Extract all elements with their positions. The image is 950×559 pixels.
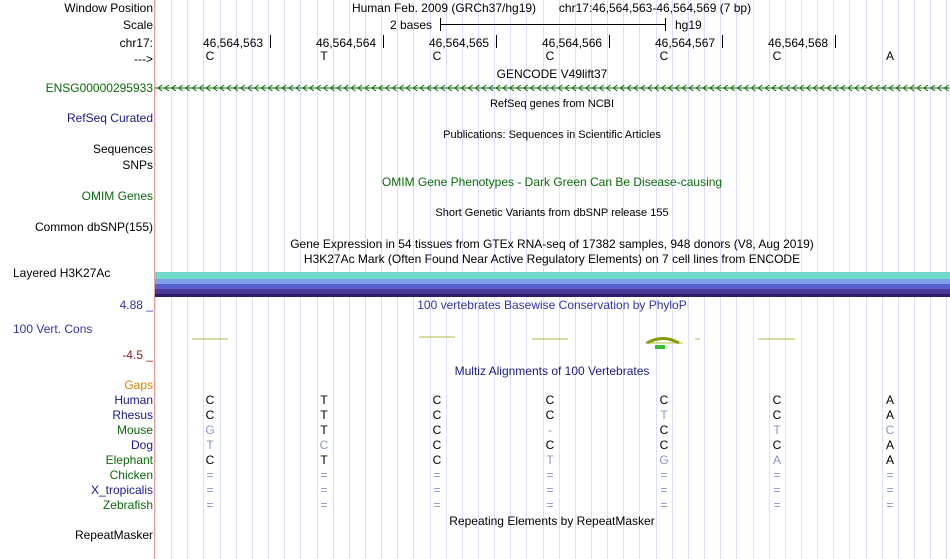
track-label-snps[interactable]: SNPs: [122, 158, 153, 172]
cons-max-label: 4.88 _: [119, 298, 153, 312]
species-label[interactable]: Dog: [130, 438, 153, 452]
aligned-base: C: [545, 393, 555, 407]
reference-base: C: [545, 49, 555, 63]
aligned-base: C: [659, 393, 669, 407]
scale-text: 2 bases: [390, 18, 433, 32]
aligned-base: A: [885, 453, 894, 467]
ruler-tick: [609, 35, 610, 48]
aligned-base: C: [205, 408, 215, 422]
chrom-label: chr17:: [119, 36, 153, 50]
aligned-base: =: [320, 468, 328, 482]
aligned-base: C: [205, 453, 215, 467]
aligned-base: =: [660, 483, 668, 497]
aligned-base: =: [886, 498, 894, 512]
h3k27ac-signal[interactable]: [155, 272, 950, 296]
reference-base: C: [432, 49, 442, 63]
aligned-base: A: [885, 438, 894, 452]
ruler-coordinate: 46,564,566: [542, 36, 603, 50]
conservation-plot[interactable]: [155, 330, 950, 352]
aligned-base: T: [320, 408, 328, 422]
ruler-tick: [270, 35, 271, 48]
assembly-title: Human Feb. 2009 (GRCh37/hg19): [351, 1, 537, 15]
aligned-base: =: [660, 468, 668, 482]
aligned-base: A: [885, 393, 894, 407]
aligned-base: C: [432, 438, 442, 452]
aligned-base: =: [320, 483, 328, 497]
aligned-base: T: [206, 438, 214, 452]
conservation-title: 100 vertebrates Basewise Conservation by PhyloP: [417, 298, 687, 312]
gencode-gene-line[interactable]: [155, 82, 950, 94]
track-label-refseq[interactable]: RefSeq Curated: [66, 111, 153, 125]
aligned-base: G: [205, 423, 215, 437]
aligned-base: T: [773, 423, 781, 437]
aligned-base: C: [772, 408, 782, 422]
aligned-base: T: [660, 408, 668, 422]
aligned-base: =: [773, 468, 781, 482]
aligned-base: =: [433, 498, 441, 512]
multiz-title: Multiz Alignments of 100 Vertebrates: [454, 364, 650, 378]
ruler-coordinate: 46,564,568: [768, 36, 829, 50]
aligned-base: =: [433, 483, 441, 497]
aligned-base: C: [772, 438, 782, 452]
aligned-base: C: [545, 408, 555, 422]
gencode-title: GENCODE V49lift37: [496, 67, 608, 81]
species-label[interactable]: Mouse: [116, 423, 153, 437]
aligned-base: =: [886, 468, 894, 482]
ruler-coordinate: 46,564,564: [316, 36, 377, 50]
gtex-title: Gene Expression in 54 tissues from GTEx RNA-seq of 17382 samples, 948 donors (V8, Aug 2019): [290, 237, 814, 251]
track-label-h3k27ac[interactable]: Layered H3K27Ac: [13, 266, 111, 280]
strand-label: --->: [134, 52, 153, 66]
position-readout: chr17:46,564,563-46,564,569 (7 bp): [558, 1, 752, 15]
reference-base: A: [885, 49, 894, 63]
aligned-base: =: [886, 483, 894, 497]
aligned-base: C: [885, 423, 895, 437]
h3k27ac-band: [155, 272, 950, 279]
aligned-base: =: [433, 468, 441, 482]
aligned-base: =: [546, 468, 554, 482]
aligned-base: =: [546, 498, 554, 512]
aligned-base: A: [772, 453, 781, 467]
window-position-label: Window Position: [64, 1, 153, 15]
track-label-gaps[interactable]: Gaps: [124, 378, 153, 392]
ruler-tick: [496, 35, 497, 48]
dbsnp-title: Short Genetic Variants from dbSNP release 155: [435, 207, 669, 219]
reference-base: C: [205, 49, 215, 63]
track-label-sequences[interactable]: Sequences: [92, 142, 153, 156]
ruler-tick: [835, 35, 836, 48]
aligned-base: C: [432, 408, 442, 422]
aligned-base: T: [320, 453, 328, 467]
scale-db: hg19: [675, 18, 702, 32]
aligned-base: =: [546, 483, 554, 497]
ruler-tick: [722, 35, 723, 48]
aligned-base: =: [660, 498, 668, 512]
repeatmasker-title: Repeating Elements by RepeatMasker: [449, 514, 655, 528]
aligned-base: A: [885, 408, 894, 422]
aligned-base: C: [659, 423, 669, 437]
h3k27ac-band: [155, 294, 950, 297]
cons-min-label: -4.5 _: [122, 348, 153, 362]
track-label-gencode[interactable]: ENSG00000295933: [45, 81, 153, 95]
ruler-coordinate: 46,564,565: [429, 36, 490, 50]
aligned-base: T: [320, 393, 328, 407]
species-label[interactable]: Elephant: [105, 453, 153, 467]
refseq-title: RefSeq genes from NCBI: [489, 98, 615, 110]
aligned-base: =: [206, 498, 214, 512]
aligned-base: -: [548, 423, 552, 437]
aligned-base: =: [773, 498, 781, 512]
aligned-base: C: [772, 393, 782, 407]
scale-bar: [440, 24, 666, 25]
aligned-base: T: [320, 423, 328, 437]
species-label[interactable]: Rhesus: [112, 408, 153, 422]
track-label-dbsnp[interactable]: Common dbSNP(155): [34, 220, 153, 234]
omim-title: OMIM Gene Phenotypes - Dark Green Can Be Disease-causing: [381, 175, 723, 189]
species-label[interactable]: Chicken: [109, 468, 153, 482]
track-label-repeatmasker[interactable]: RepeatMasker: [74, 528, 153, 542]
aligned-base: C: [432, 393, 442, 407]
reference-base: T: [320, 49, 328, 63]
track-label-omim[interactable]: OMIM Genes: [81, 189, 153, 203]
reference-base: C: [772, 49, 782, 63]
reference-base: C: [659, 49, 669, 63]
aligned-base: =: [773, 483, 781, 497]
species-label[interactable]: Human: [114, 393, 153, 407]
aligned-base: C: [432, 453, 442, 467]
scale-bar-right-cap: [665, 18, 666, 31]
pubs-title: Publications: Sequences in Scientific Articles: [443, 129, 661, 141]
aligned-base: C: [319, 438, 329, 452]
aligned-base: C: [205, 393, 215, 407]
h3k27ac-title: H3K27Ac Mark (Often Found Near Active Regulatory Elements) on 7 cell lines from ENCODE: [303, 252, 801, 266]
aligned-base: =: [206, 483, 214, 497]
ruler-coordinate: 46,564,563: [203, 36, 264, 50]
aligned-base: C: [432, 423, 442, 437]
ruler-tick: [383, 35, 384, 48]
aligned-base: T: [546, 453, 554, 467]
scale-bar-left-cap: [440, 18, 441, 31]
aligned-base: =: [320, 498, 328, 512]
aligned-base: C: [545, 438, 555, 452]
species-label[interactable]: Zebrafish: [102, 498, 153, 512]
aligned-base: C: [659, 438, 669, 452]
ruler-coordinate: 46,564,567: [655, 36, 716, 50]
species-label[interactable]: X_tropicalis: [90, 483, 153, 497]
scale-label: Scale: [122, 18, 153, 32]
aligned-base: =: [206, 468, 214, 482]
aligned-base: G: [659, 453, 669, 467]
track-label-conservation[interactable]: 100 Vert. Cons: [13, 322, 93, 336]
